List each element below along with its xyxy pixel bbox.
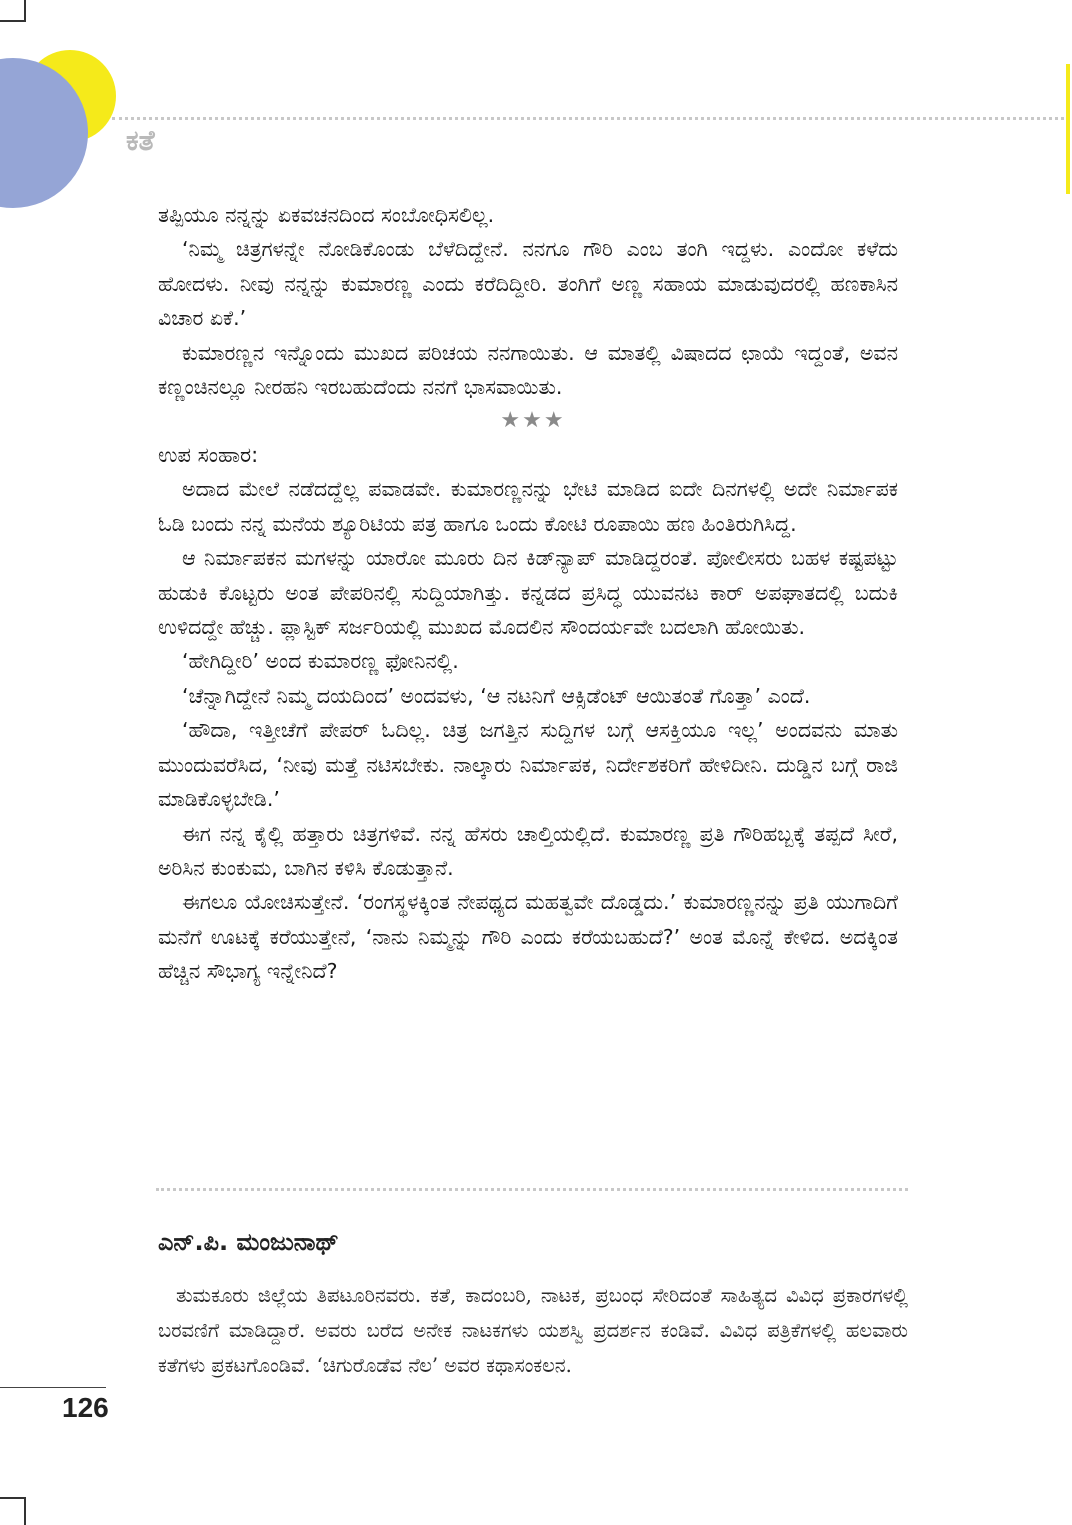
story-paragraph: ಅದಾದ ಮೇಲೆ ನಡೆದದ್ದೆಲ್ಲ ಪವಾಡವೇ. ಕುಮಾರಣ್ಣನನ್ನು ಭೇಟಿ ಮಾಡಿದ ಐದೇ ದಿನಗಳಲ್ಲಿ ಅದೇ ನಿರ್ಮಾಪಕ ಓಡಿ ಬಂದು ನನ್ನ ಮನೆಯ ಶ್ಯೂರಿಟಿಯ ಪತ್ರ ಹಾಗೂ ಒಂದು ಕೋಟಿ ರೂಪಾಯಿ ಹಣ ಹಿಂತಿರುಗಿಸಿದ್ದ. bbox=[158, 477, 898, 536]
page-number: 126 bbox=[62, 1392, 109, 1423]
section-break-stars: ★★★ bbox=[500, 408, 566, 434]
author-name: ಎನ್.ಪಿ. ಮಂಜುನಾಥ್ bbox=[158, 1228, 339, 1256]
author-dotted-rule bbox=[156, 1188, 908, 1191]
story-paragraph: ‘ನಿಮ್ಮ ಚಿತ್ರಗಳನ್ನೇ ನೋಡಿಕೊಂಡು ಬೆಳೆದಿದ್ದೇನೆ. ನನಗೂ ಗೌರಿ ಎಂಬ ತಂಗಿ ಇದ್ದಳು. ಎಂದೋ ಕಳೆದು ಹೋದಳು. ನೀವು ನನ್ನನ್ನು ಕುಮಾರಣ್ಣ ಎಂದು ಕರೆದಿದ್ದೀರಿ. ತಂಗಿಗೆ ಅಣ್ಣ ಸಹಾಯ ಮಾಡುವುದರಲ್ಲಿ ಹಣಕಾಸಿನ ವಿಚಾರ ಏಕೆ.’ bbox=[158, 237, 898, 331]
story-paragraph: ‘ಹೇಗಿದ್ದೀರಿ’ ಅಂದ ಕುಮಾರಣ್ಣ ಫೋನಿನಲ್ಲಿ. bbox=[182, 649, 459, 674]
story-paragraph: ತಪ್ಪಿಯೂ ನನ್ನನ್ನು ಏಕವಚನದಿಂದ ಸಂಬೋಧಿಸಲಿಲ್ಲ. bbox=[158, 203, 495, 227]
story-paragraph: ಈಗಲೂ ಯೋಚಿಸುತ್ತೇನೆ. ‘ರಂಗಸ್ಥಳಕ್ಕಿಂತ ನೇಪಥ್ಯದ ಮಹತ್ವವೇ ದೊಡ್ಡದು.’ ಕುಮಾರಣ್ಣನನ್ನು ಪ್ರತಿ ಯುಗಾದಿಗೆ ಮನೆಗೆ ಊಟಕ್ಕೆ ಕರೆಯುತ್ತೇನೆ, ‘ನಾನು ನಿಮ್ಮನ್ನು ಗೌರಿ ಎಂದು ಕರೆಯಬಹುದೆ?’ ಅಂತ ಮೊನ್ನೆ ಕೇಳಿದ. ಅದಕ್ಕಿಂತ ಹೆಚ್ಚಿನ ಸೌಭಾಗ್ಯ ಇನ್ನೇನಿದೆ? bbox=[158, 890, 898, 984]
story-paragraph: ಈಗ ನನ್ನ ಕೈಲ್ಲಿ ಹತ್ತಾರು ಚಿತ್ರಗಳಿವೆ. ನನ್ನ ಹೆಸರು ಚಾಲ್ತಿಯಲ್ಲಿದೆ. ಕುಮಾರಣ್ಣ ಪ್ರತಿ ಗೌರಿಹಬ್ಬಕ್ಕೆ ತಪ್ಪದೆ ಸೀರೆ, ಅರಿಸಿನ ಕುಂಕುಮ, ಬಾಗಿನ ಕಳಿಸಿ ಕೊಡುತ್ತಾನೆ. bbox=[158, 821, 898, 880]
crop-mark-bottom-h bbox=[0, 1497, 26, 1499]
page-number-rule bbox=[0, 1387, 106, 1388]
story-paragraph: ಆ ನಿರ್ಮಾಪಕನ ಮಗಳನ್ನು ಯಾರೋ ಮೂರು ದಿನ ಕಿಡ್‌ನ್ಯಾಪ್ ಮಾಡಿದ್ದರಂತೆ. ಪೋಲೀಸರು ಬಹಳ ಕಷ್ಟಪಟ್ಟು ಹುಡುಕಿ ಕೊಟ್ಟರು ಅಂತ ಪೇಪರಿನಲ್ಲಿ ಸುದ್ದಿಯಾಗಿತ್ತು. ಕನ್ನಡದ ಪ್ರಸಿದ್ಧ ಯುವನಟ ಕಾರ್ ಅಪಘಾತದಲ್ಲಿ ಬದುಕಿ ಉಳಿದದ್ದೇ ಹೆಚ್ಚು. ಪ್ಲಾಸ್ಟಿಕ್ ಸರ್ಜರಿಯಲ್ಲಿ ಮುಖದ ಮೊದಲಿನ ಸೌಂದರ್ಯವೇ ಬದಲಾಗಿ ಹೋಯಿತು. bbox=[158, 546, 898, 640]
section-label: ಕತೆ bbox=[126, 124, 155, 157]
story-paragraph: ‘ಚೆನ್ನಾಗಿದ್ದೇನೆ ನಿಮ್ಮ ದಯದಿಂದ’ ಅಂದವಳು, ‘ಆ ನಟನಿಗೆ ಆಕ್ಸಿಡೆಂಟ್ ಆಯಿತಂತೆ ಗೊತ್ತಾ’ ಎಂದೆ. bbox=[182, 683, 811, 708]
header-dotted-rule bbox=[112, 117, 1070, 120]
story-paragraph: ಕುಮಾರಣ್ಣನ ಇನ್ನೊಂದು ಮುಖದ ಪರಿಚಯ ನನಗಾಯಿತು. ಆ ಮಾತಲ್ಲಿ ವಿಷಾದದ ಛಾಯೆ ಇದ್ದಂತೆ, ಅವನ ಕಣ್ಣಂಚಿನಲ್ಲೂ ನೀರಹನಿ ಇರಬಹುದೆಂದು ನನಗೆ ಭಾಸವಾಯಿತು. bbox=[158, 340, 898, 400]
right-accent-bar bbox=[1066, 64, 1070, 194]
crop-mark-top bbox=[24, 0, 26, 20]
subheading: ಉಪ ಸಂಹಾರ: bbox=[158, 443, 259, 468]
crop-mark-top-h bbox=[0, 20, 26, 22]
author-bio: ತುಮಕೂರು ಜಿಲ್ಲೆಯ ತಿಪಟೂರಿನವರು. ಕತೆ, ಕಾದಂಬರಿ, ನಾಟಕ, ಪ್ರಬಂಧ ಸೇರಿದಂತೆ ಸಾಹಿತ್ಯದ ವಿವಿಧ ಪ್ರಕಾರಗಳಲ್ಲಿ ಬರವಣಿಗೆ ಮಾಡಿದ್ದಾರೆ. ಅವರು ಬರೆದ ಅನೇಕ ನಾಟಕಗಳು ಯಶಸ್ವಿ ಪ್ರದರ್ಶನ ಕಂಡಿವೆ. ವಿವಿಧ ಪತ್ರಿಕೆಗಳಲ್ಲಿ ಹಲವಾರು ಕತೆಗಳು ಪ್ರಕಟಗೊಂಡಿವೆ. ‘ಚಿಗುರೊಡೆವ ನೆಲ’ ಅವರ ಕಥಾಸಂಕಲನ. bbox=[158, 1284, 908, 1377]
story-paragraph: ‘ಹೌದಾ, ಇತ್ತೀಚೆಗೆ ಪೇಪರ್ ಓದಿಲ್ಲ. ಚಿತ್ರ ಜಗತ್ತಿನ ಸುದ್ದಿಗಳ ಬಗ್ಗೆ ಆಸಕ್ತಿಯೂ ಇಲ್ಲ’ ಅಂದವನು ಮಾತು ಮುಂದುವರೆಸಿದ, ‘ನೀವು ಮತ್ತೆ ನಟಿಸಬೇಕು. ನಾಲ್ಕಾರು ನಿರ್ಮಾಪಕ, ನಿರ್ದೇಶಕರಿಗೆ ಹೇಳಿದೀನಿ. ದುಡ್ಡಿನ ಬಗ್ಗೆ ರಾಜಿ ಮಾಡಿಕೊಳ್ಳಬೇಡಿ.’ bbox=[158, 718, 898, 812]
crop-mark-bottom bbox=[24, 1497, 26, 1525]
story-body bbox=[158, 198, 898, 989]
